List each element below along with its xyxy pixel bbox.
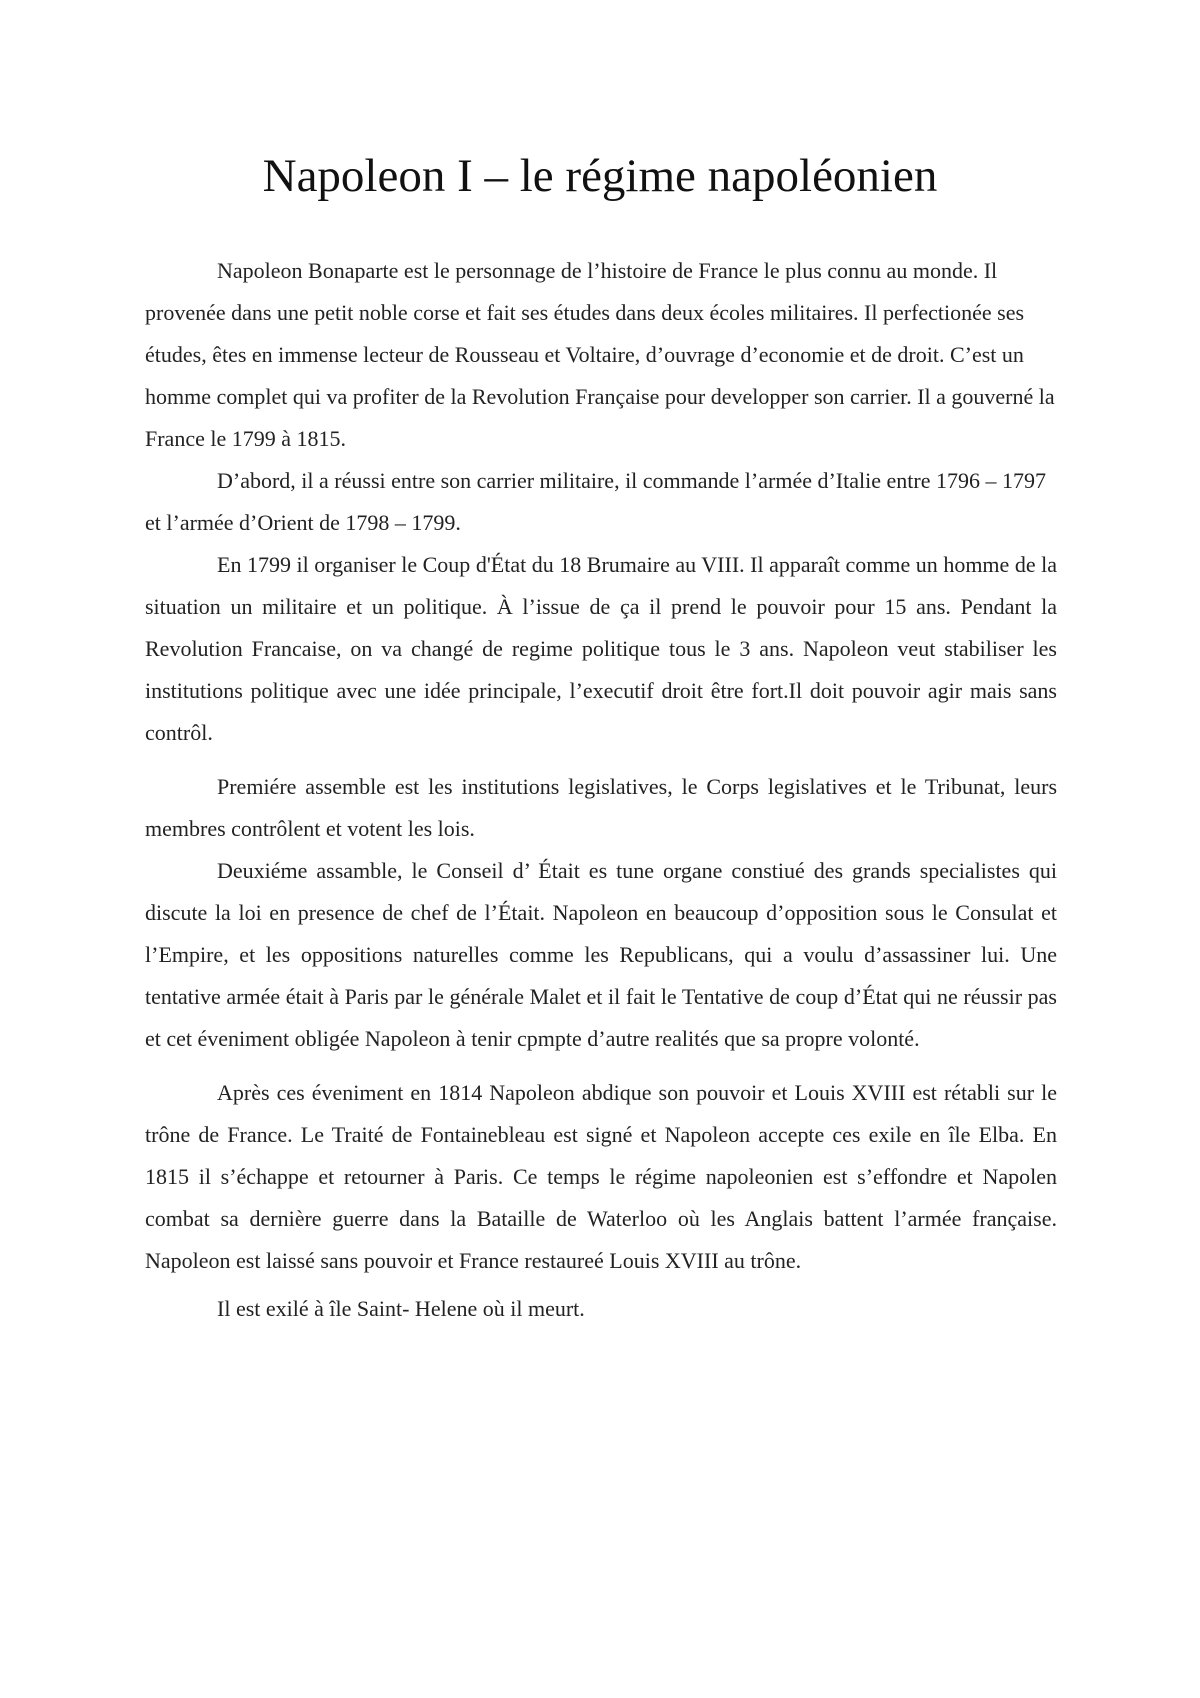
paragraph-first-assembly: Premiére assemble est les institutions legislatives, le Corps legislatives et le Tribunat, leurs membres contrôlent et votent les lois. — [145, 774, 1057, 841]
paragraph-military-career: D’abord, il a réussi entre son carrier militaire, il commande l’armée d’Italie entre 1796 – 1797 et l’armée d’Orient de 1798 – 1799. — [145, 468, 1046, 535]
paragraph-introduction: Napoleon Bonaparte est le personnage de l’histoire de France le plus connu au monde. Il provenée dans une petit noble corse et fait ses études dans deux écoles militaires. Il perfectionée ses études, êtes en immense lecteur de Rousseau et Voltaire, d’ouvrage d’economie et de droit. C’est un homme complet qui va profiter de la Revolution Française pour developper son carrier. Il a gouverné la France le 1799 à 1815. — [145, 258, 1055, 451]
paragraph-abdication: Après ces éveniment en 1814 Napoleon abdique son pouvoir et Louis XVIII est rétabli sur le trône de France. Le Traité de Fontainebleau est signé et Napoleon accepte ces exile en île Elba. En 1815 il s’échappe et retourner à Paris. Ce temps le régime napoleonien est s’effondre et Napolen combat sa dernière guerre dans la Bataille de Waterloo où les Anglais battent l’armée française. Napoleon est laissé sans pouvoir et France restaureé Louis XVIII au trône. — [145, 1080, 1057, 1273]
paragraph-exile: Il est exilé à île Saint- Helene où il meurt. — [217, 1296, 585, 1321]
document-title: Napoleon I – le régime napoléonien — [262, 150, 938, 202]
document-body — [145, 250, 1057, 1330]
paragraph-second-assembly: Deuxiéme assamble, le Conseil d’ Était es tune organe constiué des grands specialistes qui discute la loi en presence de chef de l’Était. Napoleon en beaucoup d’opposition sous le Consulat et l’Empire, et les oppositions naturelles comme les Republicans, qui a voulu d’assassiner lui. Une tentative armée était à Paris par le générale Malet et il fait le Tentative de coup d’État qui ne réussir pas et cet éveniment obligée Napoleon à tenir cpmpte d’autre realités que sa propre volonté. — [145, 858, 1057, 1051]
paragraph-coup-detat: En 1799 il organiser le Coup d'État du 18 Brumaire au VIII. Il apparaît comme un homme de la situation un militaire et un politique. À l’issue de ça il prend le pouvoir pour 15 ans. Pendant la Revolution Francaise, on va changé de regime politique tous le 3 ans. Napoleon veut stabiliser les institutions politique avec une idée principale, l’executif droit être fort.Il doit pouvoir agir mais sans contrôl. — [145, 552, 1057, 745]
